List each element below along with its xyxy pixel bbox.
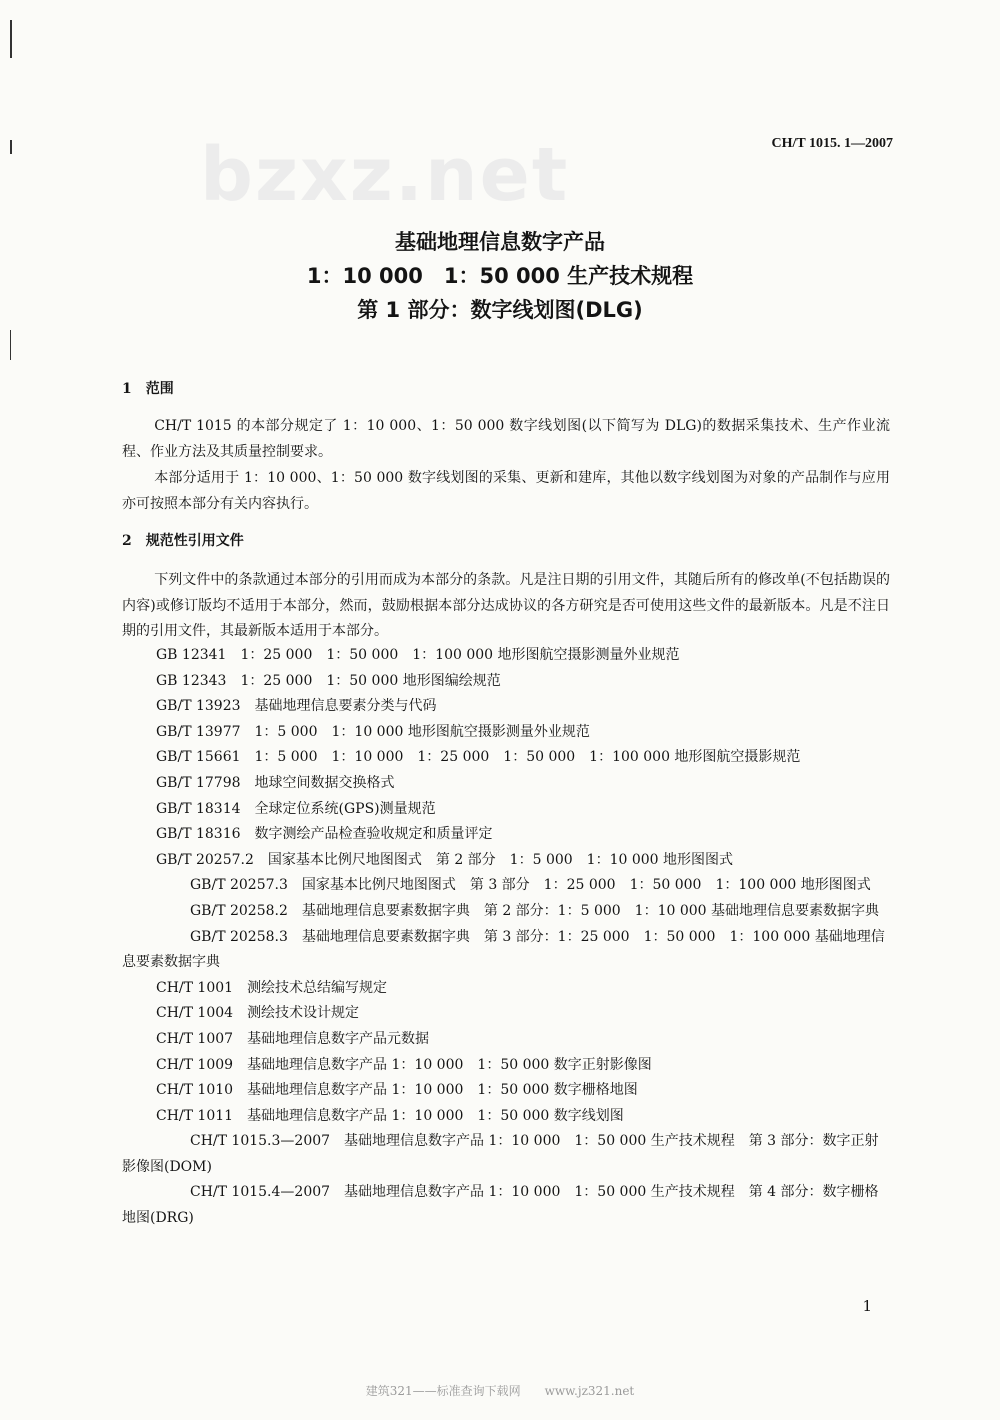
reference-item bbox=[122, 925, 890, 976]
standard-code: CH/T 1015. 1—2007 bbox=[771, 136, 893, 151]
reference-title: 测绘技术设计规定 bbox=[247, 1005, 360, 1022]
reference-code: GB/T 13977 bbox=[156, 723, 241, 740]
scan-edge-mark bbox=[10, 20, 12, 58]
reference-item bbox=[122, 976, 890, 1002]
scope-paragraph-2: 本部分适用于 1：10 000、1：50 000 数字线划图的采集、更新和建库，其他以数字线划图为对象的产品制作与应用亦可按照本部分有关内容执行。 bbox=[122, 470, 890, 512]
reference-item bbox=[122, 745, 890, 771]
reference-code: GB/T 20257.3 bbox=[190, 877, 288, 894]
reference-code: GB 12343 bbox=[156, 672, 227, 689]
reference-title: 基础地理信息要素数据字典 第 2 部分：1：5 000 1：10 000 基础地理信息要素数据字典 bbox=[301, 902, 880, 919]
document-title-line3: 第 1 部分：数字线划图(DLG) bbox=[357, 298, 643, 322]
reference-code: CH/T 1010 bbox=[156, 1082, 234, 1099]
section-heading-normative-references: 2 规范性引用文件 bbox=[122, 533, 244, 549]
reference-title: 基础地理信息数字产品 1：10 000 1：50 000 生产技术规程 第 4 部分：数字栅格地图(DRG) bbox=[122, 1184, 879, 1227]
reference-item bbox=[122, 873, 890, 899]
reference-item bbox=[122, 848, 890, 874]
reference-title: 1：25 000 1：50 000 地形图编绘规范 bbox=[240, 672, 501, 689]
reference-item bbox=[122, 1027, 890, 1053]
reference-code: GB 12341 bbox=[156, 647, 227, 663]
reference-item bbox=[122, 1104, 890, 1130]
reference-title: 测绘技术总结编写规定 bbox=[247, 979, 388, 996]
reference-item bbox=[122, 643, 890, 669]
reference-code: GB/T 15661 bbox=[156, 749, 241, 766]
reference-title: 数字测绘产品检查验收规定和质量评定 bbox=[254, 826, 493, 843]
scope-paragraph-1: CH/T 1015 的本部分规定了 1：10 000、1：50 000 数字线划图(以下简写为 DLG)的数据采集技术、生产作业流程、作业方法及其质量控制要求。 bbox=[122, 418, 890, 460]
reference-code: CH/T 1015.4—2007 bbox=[190, 1184, 331, 1201]
reference-title: 基础地理信息要素数据字典 第 3 部分：1：25 000 1：50 000 1：100 000 基础地理信息要素数据字典 bbox=[122, 928, 885, 971]
reference-item bbox=[122, 822, 890, 848]
reference-title: 国家基本比例尺地图图式 第 2 部分 1：5 000 1：10 000 地形图图式 bbox=[267, 851, 734, 868]
reference-code: CH/T 1015.3—2007 bbox=[190, 1133, 331, 1150]
reference-code: GB/T 20258.3 bbox=[190, 928, 288, 945]
reference-title: 国家基本比例尺地图图式 第 3 部分 1：25 000 1：50 000 1：100 000 地形图图式 bbox=[301, 877, 871, 894]
reference-code: GB/T 13923 bbox=[156, 698, 241, 715]
scan-edge-mark bbox=[10, 140, 12, 154]
section-heading-scope: 1 范围 bbox=[122, 381, 174, 397]
reference-item bbox=[122, 720, 890, 746]
reference-code: GB/T 18316 bbox=[156, 826, 241, 843]
reference-item bbox=[122, 1001, 890, 1027]
reference-title: 基础地理信息数字产品 1：10 000 1：50 000 数字正射影像图 bbox=[247, 1056, 652, 1073]
references-intro-paragraph: 下列文件中的条款通过本部分的引用而成为本部分的条款。凡是注日期的引用文件，其随后所有的修改单(不包括勘误的内容)或修订版均不适用于本部分，然而，鼓励根据本部分达成协议的各方研究是否可使用这些文件的最新版本。凡是不注日期的引用文件，其最新版本适用于本部分。 bbox=[122, 572, 890, 640]
reference-title: 基础地理信息数字产品 1：10 000 1：50 000 生产技术规程 第 3 部分：数字正射影像图(DOM) bbox=[122, 1133, 879, 1175]
reference-title: 1：5 000 1：10 000 地形图航空摄影测量外业规范 bbox=[254, 723, 590, 740]
reference-code: CH/T 1001 bbox=[156, 979, 234, 996]
page-number: 1 bbox=[862, 1297, 872, 1315]
reference-code: GB/T 20258.2 bbox=[190, 902, 288, 919]
reference-title: 基础地理信息数字产品 1：10 000 1：50 000 数字线划图 bbox=[247, 1107, 624, 1124]
document-title-line1: 基础地理信息数字产品 bbox=[395, 230, 605, 254]
reference-code: GB/T 20257.2 bbox=[156, 851, 254, 868]
reference-code: CH/T 1011 bbox=[156, 1107, 234, 1124]
reference-item bbox=[122, 797, 890, 823]
reference-item bbox=[122, 694, 890, 720]
reference-list bbox=[122, 643, 890, 1232]
reference-title: 地球空间数据交换格式 bbox=[254, 774, 395, 791]
footer-watermark: 建筑321——标准查询下载网 www.jz321.net bbox=[365, 1384, 635, 1398]
reference-code: CH/T 1009 bbox=[156, 1056, 234, 1073]
watermark: bzxz.net bbox=[200, 132, 570, 218]
reference-item bbox=[122, 899, 890, 925]
reference-title: 1：25 000 1：50 000 1：100 000 地形图航空摄影测量外业规范 bbox=[240, 647, 680, 663]
reference-code: CH/T 1007 bbox=[156, 1030, 234, 1047]
reference-item bbox=[122, 1129, 890, 1180]
reference-code: GB/T 18314 bbox=[156, 800, 241, 817]
reference-code: CH/T 1004 bbox=[156, 1005, 234, 1022]
scan-edge-mark bbox=[10, 330, 11, 360]
reference-code: GB/T 17798 bbox=[156, 774, 241, 791]
document-title-line2: 1：10 000 1：50 000 生产技术规程 bbox=[306, 264, 694, 288]
reference-item bbox=[122, 1053, 890, 1079]
reference-title: 1：5 000 1：10 000 1：25 000 1：50 000 1：100 000 地形图航空摄影规范 bbox=[254, 749, 801, 766]
reference-item bbox=[122, 771, 890, 797]
reference-title: 基础地理信息要素分类与代码 bbox=[254, 698, 437, 715]
reference-title: 全球定位系统(GPS)测量规范 bbox=[254, 800, 436, 817]
reference-title: 基础地理信息数字产品 1：10 000 1：50 000 数字栅格地图 bbox=[247, 1082, 638, 1099]
reference-item bbox=[122, 669, 890, 695]
reference-item bbox=[122, 1078, 890, 1104]
reference-item bbox=[122, 1180, 890, 1231]
reference-title: 基础地理信息数字产品元数据 bbox=[247, 1030, 430, 1047]
